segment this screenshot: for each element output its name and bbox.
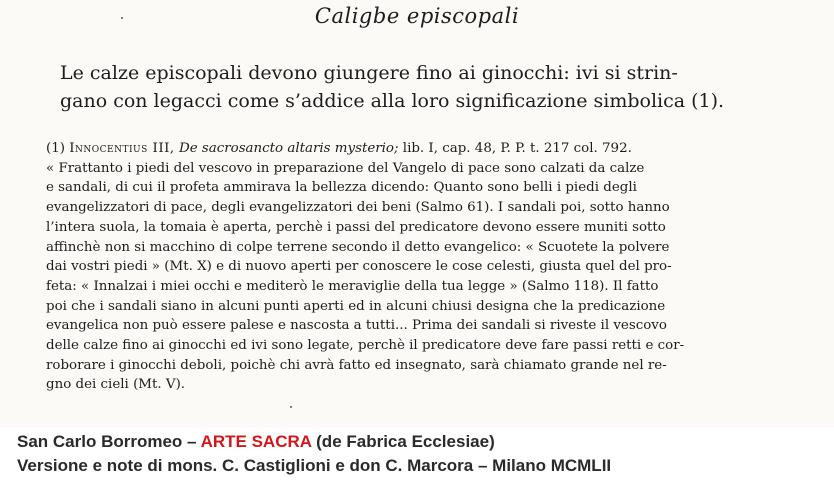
footnote-line-6: dai vostri piedi » (Mt. X) e di nuovo aperti per conoscere le cose celesti, giusta quel del pro- (46, 259, 672, 275)
footnote-line-11: roborare i ginocchi deboli, poichè chi avrà fatto ed insegnato, sarà chiamato grande nel re- (46, 357, 667, 373)
footnote-work: De sacrosancto altaris mysterio; (178, 141, 399, 156)
footnote (46, 139, 826, 395)
footnote-citation: lib. I, cap. 48, P. P. t. 217 col. 792. (402, 141, 632, 156)
main-line-1: Le calze episcopali devono giungere fino ai ginocchi: ivi si strin- (60, 62, 678, 84)
caption-subtitle: (de Fabrica Ecclesiae) (311, 432, 495, 451)
main-line-2: gano con legacci come s’addice alla loro significazione simbolica (1). (60, 90, 725, 112)
footnote-author: Innocentius III, (69, 141, 175, 156)
main-paragraph (60, 59, 820, 115)
footnote-line-2: e sandali, di cui il profeta ammirava la bellezza dicendo: Quanto sono belli i piedi degli (46, 180, 637, 196)
footnote-line-3: evangelizzatori di pace, degli evangelizzatori dei beni (Salmo 61). I sandali poi, sotto hanno (46, 200, 670, 216)
footnote-number: (1) (46, 141, 65, 156)
footnote-line-10: delle calze fino ai ginocchi ed ivi sono legate, perchè il predicatore deve fare passi retti e cor- (46, 338, 685, 354)
footnote-line-12: gno dei cieli (Mt. V). (46, 377, 186, 393)
footnote-line-4: l’intera suola, la tomaia è aperta, perchè i passi del predicatore devono essere muniti sotto (46, 219, 666, 235)
source-caption (17, 430, 611, 478)
caption-line-1 (17, 430, 611, 454)
footnote-line-1: « Frattanto i piedi del vescovo in preparazione del Vangelo di pace sono calzati da calze (46, 160, 645, 176)
page-title: Caligbe episcopali (314, 4, 520, 28)
caption-book-title: ARTE SACRA (200, 432, 312, 451)
footnote-line-8: poi che i sandali siano in alcuni punti aperti ed in alcuni chiusi designa che la predicazione (46, 298, 666, 314)
footnote-line-7: feta: « Innalzai i miei occhi e mediterò le meraviglie della tua legge » (Salmo 118). Il fatto (46, 278, 659, 294)
caption-line-2: Versione e note di mons. C. Castiglioni e don C. Marcora – Milano MCMLII (17, 456, 612, 475)
scan-speck (290, 406, 292, 408)
footnote-reference (46, 139, 826, 159)
footnote-line-5: affinchè non si macchino di colpe terrene secondo il detto evangelico: « Scuotete la polvere (46, 239, 670, 255)
caption-author: San Carlo Borromeo – (17, 432, 201, 451)
footnote-line-9: evangelica non può essere palese e nascosta a tutti... Prima dei sandali si riveste il vescovo (46, 318, 667, 334)
scan-speck (121, 17, 123, 19)
